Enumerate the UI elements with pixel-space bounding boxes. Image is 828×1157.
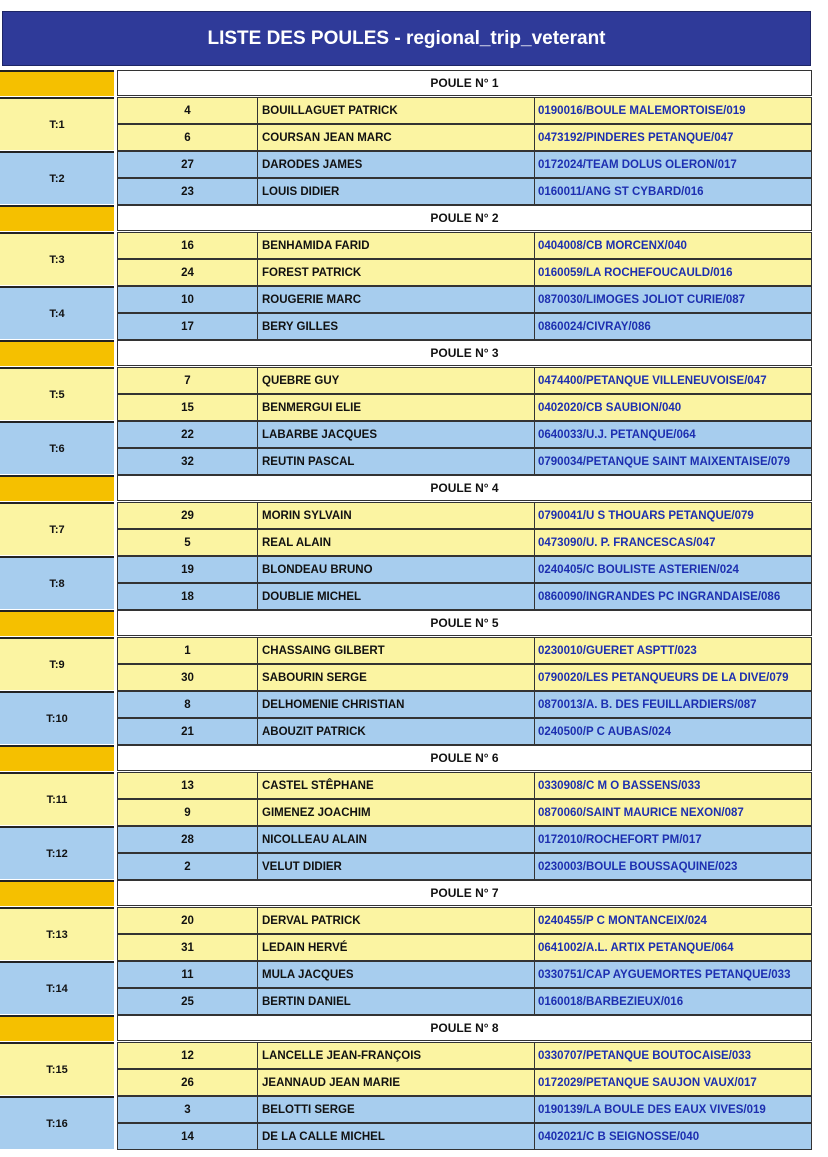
- player-club: 0474400/PETANQUE VILLENEUVOISE/047: [534, 367, 812, 394]
- player-number: 12: [117, 1042, 258, 1069]
- player-number: 16: [117, 232, 258, 259]
- player-number: 26: [117, 1069, 258, 1096]
- player-club: 0790041/U S THOUARS PETANQUE/079: [534, 502, 812, 529]
- poule-header-row: [0, 880, 812, 907]
- player-club: 0172010/ROCHEFORT PM/017: [534, 826, 812, 853]
- table-row: [117, 691, 812, 718]
- player-name: NICOLLEAU ALAIN: [257, 826, 535, 853]
- team-block: [0, 556, 812, 610]
- player-club: 0172029/PETANQUE SAUJON VAUX/017: [534, 1069, 812, 1096]
- player-name: MULA JACQUES: [257, 961, 535, 988]
- poule-marker-cell: [0, 880, 114, 906]
- table-row: [117, 151, 812, 178]
- player-club: 0640033/U.J. PETANQUE/064: [534, 421, 812, 448]
- team-label: T:4: [0, 286, 114, 339]
- table-row: [117, 394, 812, 421]
- player-number: 23: [117, 178, 258, 205]
- team-label: T:5: [0, 367, 114, 420]
- player-number: 15: [117, 394, 258, 421]
- table-row: [117, 367, 812, 394]
- table-row: [117, 799, 812, 826]
- player-name: REAL ALAIN: [257, 529, 535, 556]
- table-row: [117, 664, 812, 691]
- player-number: 8: [117, 691, 258, 718]
- table-row: [117, 313, 812, 340]
- poule-header-row: [0, 205, 812, 232]
- player-name: LANCELLE JEAN-FRANÇOIS: [257, 1042, 535, 1069]
- table-row: [117, 853, 812, 880]
- player-number: 30: [117, 664, 258, 691]
- player-name: BOUILLAGUET PATRICK: [257, 97, 535, 124]
- player-name: MORIN SYLVAIN: [257, 502, 535, 529]
- table-row: [117, 178, 812, 205]
- player-club: 0172024/TEAM DOLUS OLERON/017: [534, 151, 812, 178]
- player-name: BERTIN DANIEL: [257, 988, 535, 1015]
- team-block: [0, 1096, 812, 1150]
- team-label: T:1: [0, 97, 114, 150]
- player-number: 14: [117, 1123, 258, 1150]
- table-row: [117, 1123, 812, 1150]
- table-row: [117, 286, 812, 313]
- table-row: [117, 1042, 812, 1069]
- table-row: [117, 826, 812, 853]
- player-number: 9: [117, 799, 258, 826]
- player-club: 0404008/CB MORCENX/040: [534, 232, 812, 259]
- player-number: 2: [117, 853, 258, 880]
- poule-label: POULE N° 3: [117, 340, 812, 366]
- player-club: 0190016/BOULE MALEMORTOISE/019: [534, 97, 812, 124]
- player-number: 13: [117, 772, 258, 799]
- table-row: [117, 97, 812, 124]
- team-block: [0, 961, 812, 1015]
- poule-header-row: [0, 1015, 812, 1042]
- team-label: T:2: [0, 151, 114, 204]
- player-name: COURSAN JEAN MARC: [257, 124, 535, 151]
- player-number: 20: [117, 907, 258, 934]
- player-club: 0473192/PINDERES PETANQUE/047: [534, 124, 812, 151]
- team-block: [0, 151, 812, 205]
- team-label: T:12: [0, 826, 114, 879]
- player-number: 11: [117, 961, 258, 988]
- player-number: 18: [117, 583, 258, 610]
- team-block: [0, 826, 812, 880]
- player-number: 17: [117, 313, 258, 340]
- poule-marker-cell: [0, 610, 114, 636]
- player-number: 6: [117, 124, 258, 151]
- poule-header-row: [0, 475, 812, 502]
- player-name: JEANNAUD JEAN MARIE: [257, 1069, 535, 1096]
- poule-marker-cell: [0, 205, 114, 231]
- player-club: 0473090/U. P. FRANCESCAS/047: [534, 529, 812, 556]
- player-name: ABOUZIT PATRICK: [257, 718, 535, 745]
- poule-label: POULE N° 7: [117, 880, 812, 906]
- table-row: [117, 637, 812, 664]
- team-block: [0, 367, 812, 421]
- player-club: 0641002/A.L. ARTIX PETANQUE/064: [534, 934, 812, 961]
- table-row: [117, 583, 812, 610]
- table-row: [117, 718, 812, 745]
- team-block: [0, 232, 812, 286]
- table-row: [117, 259, 812, 286]
- player-name: DE LA CALLE MICHEL: [257, 1123, 535, 1150]
- poule-header-row: [0, 70, 812, 97]
- table-row: [117, 529, 812, 556]
- player-club: 0330707/PETANQUE BOUTOCAISE/033: [534, 1042, 812, 1069]
- player-name: VELUT DIDIER: [257, 853, 535, 880]
- team-block: [0, 907, 812, 961]
- poule-header-row: [0, 610, 812, 637]
- page-title: LISTE DES POULES - regional_trip_veterant: [2, 11, 811, 66]
- player-number: 4: [117, 97, 258, 124]
- player-number: 22: [117, 421, 258, 448]
- player-club: 0330751/CAP AYGUEMORTES PETANQUE/033: [534, 961, 812, 988]
- player-number: 3: [117, 1096, 258, 1123]
- player-club: 0230003/BOULE BOUSSAQUINE/023: [534, 853, 812, 880]
- player-club: 0860024/CIVRAY/086: [534, 313, 812, 340]
- table-row: [117, 124, 812, 151]
- player-name: BENMERGUI ELIE: [257, 394, 535, 421]
- team-label: T:15: [0, 1042, 114, 1095]
- player-name: CASTEL STÊPHANE: [257, 772, 535, 799]
- team-label: T:10: [0, 691, 114, 744]
- table-row: [117, 988, 812, 1015]
- player-number: 10: [117, 286, 258, 313]
- player-name: LABARBE JACQUES: [257, 421, 535, 448]
- poule-marker-cell: [0, 745, 114, 771]
- player-name: FOREST PATRICK: [257, 259, 535, 286]
- player-name: ROUGERIE MARC: [257, 286, 535, 313]
- team-label: T:8: [0, 556, 114, 609]
- team-block: [0, 691, 812, 745]
- player-name: BELOTTI SERGE: [257, 1096, 535, 1123]
- player-club: 0330908/C M O BASSENS/033: [534, 772, 812, 799]
- table-row: [117, 1096, 812, 1123]
- team-label: T:6: [0, 421, 114, 474]
- player-name: DERVAL PATRICK: [257, 907, 535, 934]
- table-row: [117, 772, 812, 799]
- player-club: 0190139/LA BOULE DES EAUX VIVES/019: [534, 1096, 812, 1123]
- player-name: BLONDEAU BRUNO: [257, 556, 535, 583]
- player-club: 0860090/INGRANDES PC INGRANDAISE/086: [534, 583, 812, 610]
- player-name: QUEBRE GUY: [257, 367, 535, 394]
- player-number: 5: [117, 529, 258, 556]
- table-row: [117, 502, 812, 529]
- poule-label: POULE N° 1: [117, 70, 812, 96]
- poule-label: POULE N° 2: [117, 205, 812, 231]
- team-label: T:7: [0, 502, 114, 555]
- table-row: [117, 556, 812, 583]
- player-name: GIMENEZ JOACHIM: [257, 799, 535, 826]
- table-row: [117, 421, 812, 448]
- team-label: T:9: [0, 637, 114, 690]
- player-number: 25: [117, 988, 258, 1015]
- player-name: SABOURIN SERGE: [257, 664, 535, 691]
- team-label: T:11: [0, 772, 114, 825]
- table-row: [117, 907, 812, 934]
- poule-label: POULE N° 4: [117, 475, 812, 501]
- table-row: [117, 961, 812, 988]
- player-name: BENHAMIDA FARID: [257, 232, 535, 259]
- team-label: T:14: [0, 961, 114, 1014]
- team-block: [0, 97, 812, 151]
- player-club: 0870030/LIMOGES JOLIOT CURIE/087: [534, 286, 812, 313]
- poule-label: POULE N° 5: [117, 610, 812, 636]
- poule-marker-cell: [0, 70, 114, 96]
- player-club: 0870060/SAINT MAURICE NEXON/087: [534, 799, 812, 826]
- table-row: [117, 448, 812, 475]
- poules-table: [0, 70, 812, 1150]
- player-number: 24: [117, 259, 258, 286]
- player-number: 31: [117, 934, 258, 961]
- poule-header-row: [0, 745, 812, 772]
- player-number: 7: [117, 367, 258, 394]
- player-number: 32: [117, 448, 258, 475]
- team-label: T:13: [0, 907, 114, 960]
- table-row: [117, 232, 812, 259]
- player-name: DARODES JAMES: [257, 151, 535, 178]
- player-name: DOUBLIE MICHEL: [257, 583, 535, 610]
- player-club: 0402021/C B SEIGNOSSE/040: [534, 1123, 812, 1150]
- team-block: [0, 637, 812, 691]
- player-name: LOUIS DIDIER: [257, 178, 535, 205]
- player-number: 21: [117, 718, 258, 745]
- player-number: 28: [117, 826, 258, 853]
- player-club: 0160059/LA ROCHEFOUCAULD/016: [534, 259, 812, 286]
- player-club: 0870013/A. B. DES FEUILLARDIERS/087: [534, 691, 812, 718]
- poule-label: POULE N° 6: [117, 745, 812, 771]
- player-number: 1: [117, 637, 258, 664]
- player-number: 19: [117, 556, 258, 583]
- poule-marker-cell: [0, 340, 114, 366]
- player-name: LEDAIN HERVÉ: [257, 934, 535, 961]
- player-club: 0230010/GUERET ASPTT/023: [534, 637, 812, 664]
- player-club: 0160018/BARBEZIEUX/016: [534, 988, 812, 1015]
- player-club: 0790034/PETANQUE SAINT MAIXENTAISE/079: [534, 448, 812, 475]
- team-block: [0, 772, 812, 826]
- team-label: T:3: [0, 232, 114, 285]
- poule-marker-cell: [0, 475, 114, 501]
- poule-marker-cell: [0, 1015, 114, 1041]
- table-row: [117, 934, 812, 961]
- player-number: 27: [117, 151, 258, 178]
- player-club: 0240455/P C MONTANCEIX/024: [534, 907, 812, 934]
- team-block: [0, 421, 812, 475]
- poule-label: POULE N° 8: [117, 1015, 812, 1041]
- team-block: [0, 502, 812, 556]
- player-name: REUTIN PASCAL: [257, 448, 535, 475]
- player-name: BERY GILLES: [257, 313, 535, 340]
- table-row: [117, 1069, 812, 1096]
- player-number: 29: [117, 502, 258, 529]
- player-name: DELHOMENIE CHRISTIAN: [257, 691, 535, 718]
- player-club: 0402020/CB SAUBION/040: [534, 394, 812, 421]
- player-club: 0240500/P C AUBAS/024: [534, 718, 812, 745]
- team-label: T:16: [0, 1096, 114, 1149]
- team-block: [0, 286, 812, 340]
- player-club: 0790020/LES PETANQUEURS DE LA DIVE/079: [534, 664, 812, 691]
- poule-header-row: [0, 340, 812, 367]
- player-club: 0160011/ANG ST CYBARD/016: [534, 178, 812, 205]
- player-name: CHASSAING GILBERT: [257, 637, 535, 664]
- player-club: 0240405/C BOULISTE ASTERIEN/024: [534, 556, 812, 583]
- team-block: [0, 1042, 812, 1096]
